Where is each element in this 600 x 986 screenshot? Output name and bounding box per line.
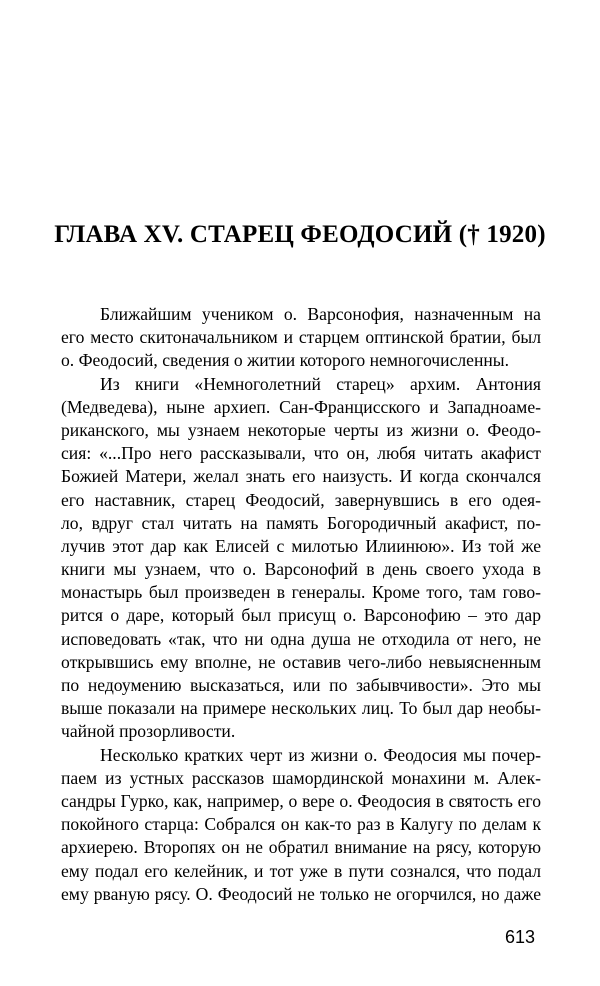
text-line: книги мы узнаем, что о. Варсонофий в день своего ухода в (61, 559, 541, 580)
text-line: по недоумению высказаться, или по забывчивости». Это мы (61, 675, 541, 695)
text-line: сандры Гурко, как, например, о вере о. Феодосия в святость его (61, 790, 541, 811)
text-line: Божией Матери, желал знать его наизусть. И когда скончался (61, 466, 541, 487)
text-line: о. Феодосий, сведения о житии которого немногочисленны. (61, 350, 510, 371)
text-line: рится о даре, который был присущ о. Варсонофию – это дар (61, 605, 541, 626)
text-line: риканского, мы узнаем некоторые черты из жизни о. Феодо- (61, 419, 541, 440)
text-line: паем из устных рассказов шамординской монахини м. Алек- (61, 767, 541, 788)
text-line: выше показали на примере нескольких лиц. То был дар необы- (61, 698, 541, 719)
text-line: исповедовать «так, что ни одна душа не отходила от него, не (61, 628, 541, 649)
body-text (61, 303, 541, 906)
text-line: Ближайшим учеником о. Варсонофия, назначенным на (100, 304, 541, 324)
text-line: открывшись ему вполне, не оставив чего-либо невыясненным (61, 651, 541, 672)
chapter-title: ГЛАВА XV. СТАРЕЦ ФЕОДОСИЙ († 1920) (54, 221, 546, 248)
text-line: Из книги «Немноголетний старец» архим. Антония (100, 373, 541, 394)
text-line: чайной прозорливости. (61, 721, 236, 742)
text-line: его место скитоначальником и старцем оптинской братии, был (61, 327, 541, 348)
text-line: сия: «...Про него рассказывали, что он, любя читать акафист (61, 443, 541, 464)
text-line: ему рваную рясу. О. Феодосий не только не огорчился, но даже (61, 883, 541, 904)
text-line: покойного старца: Собрался он как-то раз в Калугу по делам к (61, 814, 541, 835)
text-line: Несколько кратких черт из жизни о. Феодосия мы почер- (100, 744, 541, 765)
text-line: монастырь был произведен в генералы. Кроме того, там гово- (61, 582, 541, 603)
text-line: ему подал его келейник, и тот уже в пути сознался, что подал (61, 860, 541, 881)
text-line: (Медведева), ныне архиеп. Сан-Францисского и Западноаме- (61, 396, 541, 417)
text-line: архиерею. Второпях он не обратил внимание на рясу, которую (61, 837, 541, 858)
text-line: лучив этот дар как Елисей с милотью Илиинюю». Из той же (61, 535, 541, 556)
page-number: 613 (505, 927, 536, 947)
text-line: ло, вдруг стал читать на память Богородичный акафист, по- (61, 512, 541, 533)
text-line: его наставник, старец Феодосий, завернувшись в его одея- (61, 489, 541, 510)
